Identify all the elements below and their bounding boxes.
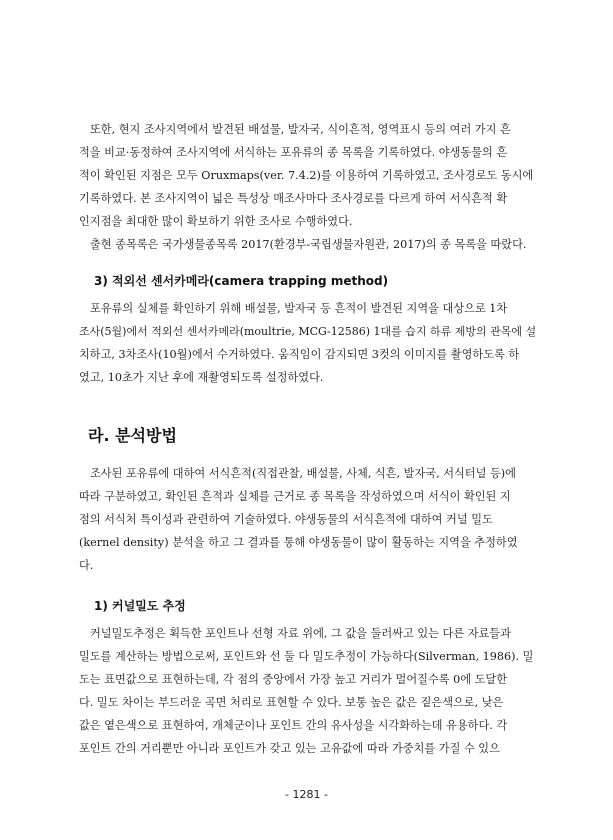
body-line: 적을 비교·동정하여 조사지역에 서식하는 포유류의 종 목록을 기록하였다. 야생동물의 흔	[79, 146, 508, 159]
body-line: 조사된 포유류에 대하여 서식흔적(직접관찰, 배설물, 사체, 식흔, 발자국, 서식터널 등)에	[90, 467, 516, 480]
body-line: 치하고, 3차조사(10월)에서 수거하였다. 움직임이 감지되면 3컷의 이미지를 촬영하도록 하	[79, 348, 520, 361]
body-line: 였고, 10초가 지난 후에 재촬영되도록 설정하였다.	[79, 371, 324, 384]
body-line: 밀도를 계산하는 방법으로써, 포인트와 선 둘 다 밀도추정이 가능하다(Silverman, 1986). 밀	[79, 650, 534, 663]
body-line: 인지점을 최대한 많이 확보하기 위한 조사로 수행하였다.	[79, 215, 353, 228]
body-line: 값은 옅은색으로 표현하여, 개체군이나 포인트 간의 유사성을 시각화하는데 유용하다. 각	[79, 719, 508, 732]
body-line: 또한, 현지 조사지역에서 발견된 배설물, 발자국, 식이흔적, 영역표시 등의 여러 가지 흔	[90, 123, 511, 136]
body-line: 다.	[79, 559, 94, 572]
body-line: 도는 표면값으로 표현하는데, 각 점의 중앙에서 가장 높고 거리가 멀어질수록 0에 도달한	[79, 673, 508, 686]
body-line: 포유류의 실체를 확인하기 위해 배설물, 발자국 등 흔적이 발견된 지역을 대상으로 1차	[90, 302, 508, 315]
body-line: 기록하였다. 본 조사지역이 넓은 특성상 매조사마다 조사경로를 다르게 하여 서식흔적 확	[79, 192, 508, 205]
section-subheading: 1) 커널밀도 추정	[94, 599, 186, 613]
body-line: 포인트 간의 거리뿐만 아니라 포인트가 갖고 있는 고유값에 따라 가중치를 가질 수 있으	[79, 742, 500, 755]
section-heading: 라. 분석방법	[88, 426, 177, 445]
body-line: 커널밀도추정은 획득한 포인트나 선형 자료 위에, 그 값을 둘러싸고 있는 다른 자료들과	[90, 627, 511, 640]
body-line: 다. 밀도 차이는 부드러운 곡면 처리로 표현할 수 있다. 보통 높은 값은 짙은색으로, 낮은	[79, 696, 504, 709]
body-line: (kernel density) 분석을 하고 그 결과를 통해 야생동물이 많이 활동하는 지역을 추정하였	[79, 536, 518, 549]
page-number: - 1281 -	[285, 788, 328, 801]
section-subheading: 3) 적외선 센서카메라(camera trapping method)	[94, 274, 389, 288]
body-line: 적이 확인된 지점은 모두 Oruxmaps(ver. 7.4.2)를 이용하여 기록하였고, 조사경로도 동시에	[79, 169, 534, 182]
body-line: 조사(5월)에서 적외선 센서카메라(moultrie, MCG-12586) 1대를 습지 하류 제방의 관목에 설	[79, 325, 537, 338]
body-line: 따라 구분하였고, 확인된 흔적과 실체를 근거로 종 목록을 작성하였으며 서식이 확인된 지	[79, 490, 511, 503]
body-line: 점의 서식처 특이성과 관련하여 기술하였다. 야생동물의 서식흔적에 대하여 커널 밀도	[79, 513, 493, 526]
body-line: 출현 종목록은 국가생물종목록 2017(환경부-국립생물자원관, 2017)의 종 목록을 따랐다.	[90, 238, 527, 251]
